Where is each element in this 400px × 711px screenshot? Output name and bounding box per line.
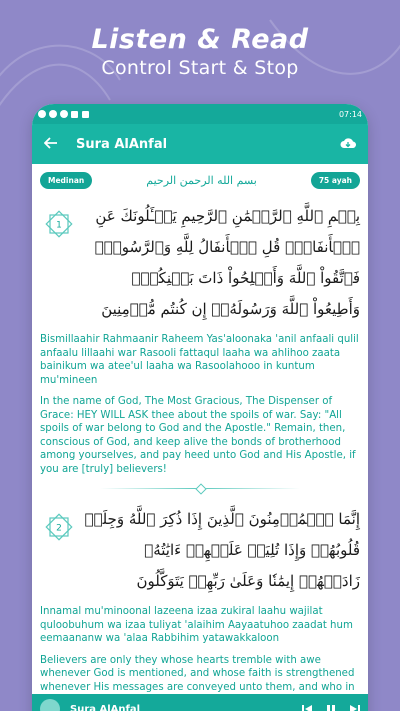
skip-previous-icon[interactable] xyxy=(302,704,312,711)
verse-transliteration: Bismillaahir Rahmaanir Raheem Yas'aloonaka 'anil anfaali qulil anfaalu lillaahi war Rasooli fattaqul laaha wa ahlihoo zaata bainikum wa atee'ul laaha wa Rasoolahooo in kuntum mu'mineen xyxy=(40,334,359,386)
verse-transliteration: Innamal mu'minoonal lazeena izaa zukiral laahu wajilat quloobuhum wa izaa tuliyat 'alaihim Aayaatuhoo zaadat hum eemaananw wa 'alaa Rabbihim yatawakkaloon xyxy=(40,606,353,644)
promo-header xyxy=(0,0,400,79)
pause-icon[interactable] xyxy=(326,704,336,711)
verse-item[interactable] xyxy=(40,504,360,708)
notification-dot-icon xyxy=(60,110,68,118)
player-controls xyxy=(302,704,360,711)
player-title: Sura AlAnfal xyxy=(70,703,141,711)
skip-next-icon[interactable] xyxy=(350,704,360,711)
back-arrow-icon[interactable] xyxy=(44,134,66,155)
bismillah-heading: بسم الله الرحمن الرحيم xyxy=(146,174,257,187)
verse-arabic-row xyxy=(40,504,360,597)
verse-arabic-row xyxy=(40,201,360,325)
status-time: 07:14 xyxy=(338,109,362,119)
status-bar xyxy=(32,104,368,124)
notification-dot-icon xyxy=(38,110,46,118)
verse-list[interactable] xyxy=(32,201,368,708)
verse-arabic-text: إِنَّمَا ٱلۡمُؤۡمِنُونَ ٱلَّذِينَ إِذَا ذُكِرَ ٱللَّهُ وَجِلَتۡ قُلُوبُهُمۡ وَإِذَا تُلِيَتۡ عَلَيۡهِمۡ ءَايَٰتُهُۥ زَادَتۡهُمۡ إِيمَٰنٗا وَعَلَىٰ رَبِّهِمۡ يَتَوَكَّلُونَ xyxy=(84,510,360,590)
verse-number: 1 xyxy=(56,220,62,231)
reciter-avatar xyxy=(40,699,60,711)
verse-number-badge xyxy=(44,209,74,239)
verse-item[interactable] xyxy=(40,201,360,496)
promo-title: Listen & Read xyxy=(91,24,309,55)
app-notification-icon xyxy=(82,111,89,118)
verse-divider xyxy=(40,482,360,496)
surah-info-bar xyxy=(32,164,368,193)
phone-frame xyxy=(32,104,368,711)
verse-number-badge xyxy=(44,512,74,542)
app-bar xyxy=(32,124,368,164)
notification-dot-icon xyxy=(49,110,57,118)
audio-player-bar[interactable] xyxy=(32,694,368,711)
verse-translation: Believers are only they whose hearts tremble with awe whenever God is mentioned, and whose faith is strengthened whenever His messages are conveyed unto them, and who in xyxy=(40,654,355,693)
verse-number: 2 xyxy=(56,523,62,534)
verse-translation: In the name of God, The Most Gracious, The Dispenser of Grace: HEY WILL ASK thee about the spoils of war. Say: "All spoils of war belong to God and the Apostle." Remain, then, conscious of God, and keep alive the bonds of brotherhood among yourselves, and pay heed unto God and His Apostle, if you are [truly] believers! xyxy=(40,396,356,475)
revelation-badge: Medinan xyxy=(40,172,92,189)
app-notification-icon xyxy=(71,111,78,118)
verse-arabic-text: بِسۡمِ ٱللَّهِ ٱلرَّحۡمَٰنِ ٱلرَّحِيمِ يَسۡـَٔلُونَكَ عَنِ ٱلۡأَنفَالِۖ قُلِ ٱلۡأَنفَالُ لِلَّهِ وَٱلرَّسُولِۖ فَٱتَّقُواْ ٱللَّهَ وَأَصۡلِحُواْ ذَاتَ بَيۡنِكُمۡۖ وَأَطِيعُواْ ٱللَّهَ وَرَسُولَهُۥٓ إِن كُنتُم مُّؤۡمِنِينَ xyxy=(94,207,360,318)
ayah-count-badge: 75 ayah xyxy=(311,172,360,189)
cloud-download-icon[interactable] xyxy=(340,135,356,154)
page-title: Sura AlAnfal xyxy=(76,136,168,152)
promo-subtitle: Control Start & Stop xyxy=(101,57,299,79)
